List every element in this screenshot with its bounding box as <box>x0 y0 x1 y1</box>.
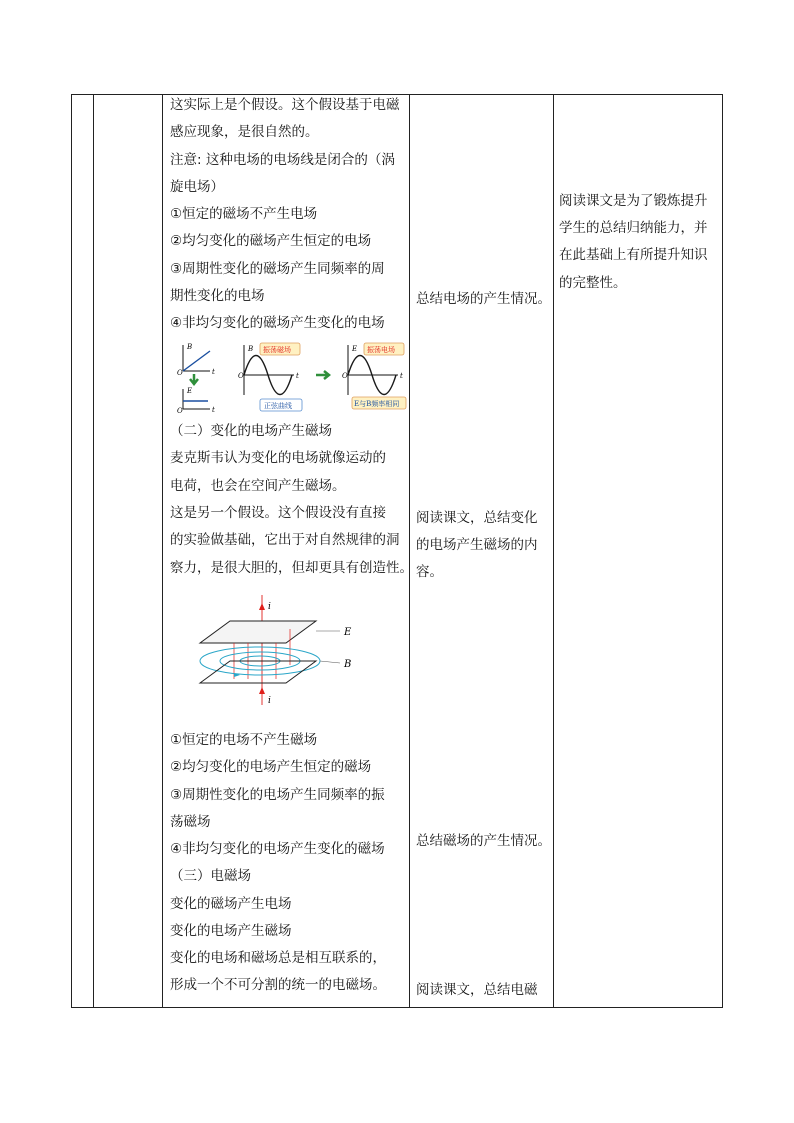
text-line: 荡磁场 <box>170 814 211 830</box>
axis-label-B: B <box>187 343 193 351</box>
label-oscillating-magnetic: 振荡磁场 <box>263 346 291 354</box>
label-same-frequency: E与B频率相同 <box>354 400 400 408</box>
student-read-line: 阅读课文，总结变化 <box>416 510 538 526</box>
student-read-line: 的电场产生磁场的内 <box>416 537 538 553</box>
student-read-em: 阅读课文，总结电磁 <box>416 982 538 998</box>
origin-label: O <box>238 372 244 380</box>
origin-label: O <box>342 372 348 380</box>
text-line: ②均匀变化的电场产生恒定的磁场 <box>170 759 372 775</box>
text-line: （二）变化的电场产生磁场 <box>170 423 332 439</box>
student-summary-electric: 总结电场的产生情况。 <box>416 291 551 307</box>
text-line: ④非均匀变化的电场产生变化的磁场 <box>170 841 385 857</box>
column-divider <box>162 95 163 1007</box>
design-intent-cell <box>559 95 723 1007</box>
intent-line: 学生的总结归纳能力，并 <box>559 220 708 236</box>
intent-line: 在此基础上有所提升知识 <box>559 247 708 263</box>
label-electric-field: E <box>344 627 352 638</box>
axis-label-t: t <box>212 406 215 414</box>
text-line: 察力，是很大胆的，但却更具有创造性。 <box>170 560 413 576</box>
lesson-table <box>71 94 723 1008</box>
label-current-bottom: i <box>268 696 271 706</box>
column-divider <box>553 95 554 1007</box>
label-sine-curve: 正弦曲线 <box>264 402 292 410</box>
axis-label-t: t <box>212 368 215 376</box>
text-line: 变化的电场产生磁场 <box>170 923 292 939</box>
label-current-top: i <box>268 602 271 612</box>
down-arrow-icon <box>190 374 198 384</box>
figure-electric-to-magnetic <box>190 593 370 711</box>
axis-label-t: t <box>400 372 403 380</box>
axis-label-E: E <box>187 387 193 395</box>
text-line: 旋电场） <box>170 179 224 195</box>
text-line: （三）电磁场 <box>170 868 251 884</box>
right-arrow-icon <box>316 371 329 379</box>
text-line: ③周期性变化的电场产生同频率的振 <box>170 787 385 803</box>
intent-line: 阅读课文是为了锻炼提升 <box>559 193 708 209</box>
text-line: ①恒定的电场不产生磁场 <box>170 732 318 748</box>
column-divider <box>93 95 94 1007</box>
figure-magnetic-to-electric <box>176 341 408 415</box>
text-line: ②均匀变化的磁场产生恒定的电场 <box>170 233 372 249</box>
text-line: 注意: 这种电场的电场线是闭合的（涡 <box>170 152 395 168</box>
origin-label: O <box>177 407 183 415</box>
student-read-line: 容。 <box>416 564 443 580</box>
text-line: 感应现象，是很自然的。 <box>170 124 319 140</box>
text-line: 变化的电场和磁场总是相互联系的， <box>170 950 386 966</box>
text-line: 变化的磁场产生电场 <box>170 896 292 912</box>
label-magnetic-field: B <box>344 659 352 670</box>
axis-label-B: B <box>248 345 254 353</box>
text-line: 麦克斯韦认为变化的电场就像运动的 <box>170 450 386 466</box>
text-line: ④非均匀变化的磁场产生变化的电场 <box>170 315 385 331</box>
teaching-content-cell <box>170 95 413 1007</box>
text-line: 形成一个不可分割的统一的电磁场。 <box>170 977 386 993</box>
text-line: 这是另一个假设。这个假设没有直接 <box>170 505 386 521</box>
origin-label: O <box>177 369 183 377</box>
text-line: ③周期性变化的磁场产生同频率的周 <box>170 261 385 277</box>
student-activity-cell <box>416 95 553 1007</box>
label-oscillating-electric: 振荡电场 <box>367 346 395 354</box>
intent-line: 的完整性。 <box>559 275 627 291</box>
text-line: 期性变化的电场 <box>170 288 265 304</box>
student-summary-magnetic: 总结磁场的产生情况。 <box>416 833 551 849</box>
text-line: 的实验做基础，它出于对自然规律的洞 <box>170 532 400 548</box>
axis-label-t: t <box>296 372 299 380</box>
text-line: 这实际上是个假设。这个假设基于电磁 <box>170 97 400 113</box>
text-line: ①恒定的磁场不产生电场 <box>170 206 318 222</box>
axis-label-E: E <box>352 345 358 353</box>
text-line: 电荷，也会在空间产生磁场。 <box>170 478 346 494</box>
